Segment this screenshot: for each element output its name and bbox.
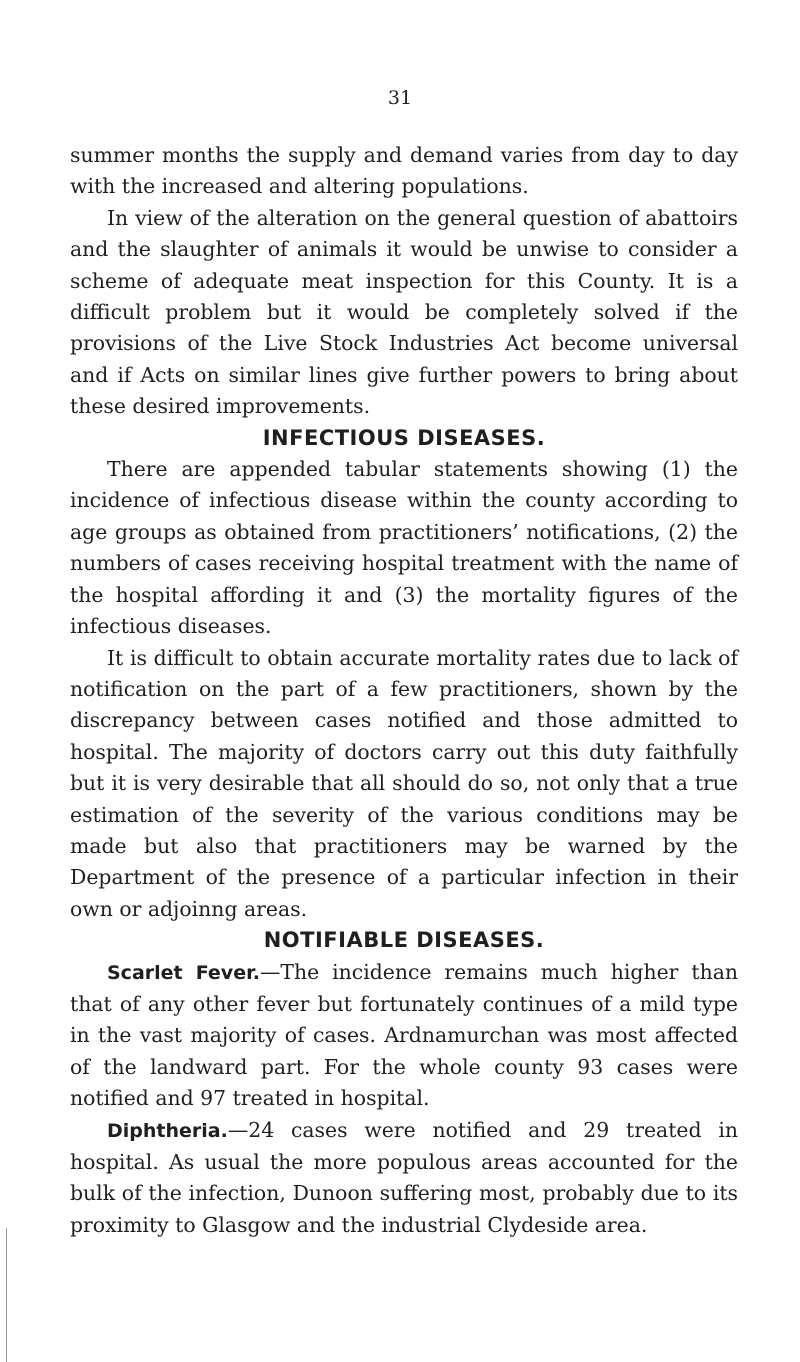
paragraph-continuation: summer months the supply and demand varies from day to day with the increased and altering populations. — [70, 143, 738, 199]
paragraph-meat-inspection: In view of the alteration on the general question of abattoirs and the slaughter of animals it would be unwise to consider a scheme of adequate meat inspection for this County. It is a difficult problem but it would be completely solved if the provisions of the Live Stock Industries Act become universal and if Acts on similar lines give further powers to bring about these desired improvements. — [70, 205, 738, 419]
scan-margin-line — [6, 1228, 7, 1362]
heading-infectious-diseases: INFECTIOUS DISEASES. — [262, 425, 546, 450]
heading-notifiable-diseases: NOTIFIABLE DISEASES. — [263, 928, 545, 953]
scarlet-fever-title: Scarlet Fever. — [107, 961, 260, 984]
paragraph-mortality-rates: It is difficult to obtain accurate mortality rates due to lack of notification on the part of a few practitioners, shown by the discrepancy between cases notified and those admitted to hospital. The majority of doctors carry out this duty faithfully but it is very desirable that all should do so, not only that a true estimation of the severity of the various conditions may be made but also that practitioners may be warned by the Department of the presence of a particular infection in their own or adjoinng areas. — [70, 645, 738, 921]
scarlet-fever-text: —The incidence remains much higher than that of any other fever but fortunately continues of a mild type in the vast majority of cases. Ardnamurchan was most affected of the landward part. For the whole county 93 cases were notified and 97 treated in hospital. — [70, 959, 738, 1111]
paragraph-diphtheria — [70, 1115, 738, 1242]
diphtheria-title: Diphtheria. — [107, 1119, 228, 1142]
paragraph-tabular-statements: There are appended tabular statements showing (1) the incidence of infectious disease within the county according to age groups as obtained from practitioners’ notifications, (2) the numbers of cases receiving hospital treatment with the name of the hospital affording it and (3) the mortality figures of the infectious diseases. — [70, 457, 738, 639]
page-number: 31 — [387, 87, 413, 109]
paragraph-scarlet-fever — [70, 957, 738, 1115]
body-text — [70, 140, 738, 1241]
diphtheria-text: —24 cases were notified and 29 treated in hospital. As usual the more populous areas accounted for the bulk of the infection, Dunoon suffering most, probably due to its proximity to Glasgow and the industrial Clydeside area. — [70, 1117, 738, 1237]
